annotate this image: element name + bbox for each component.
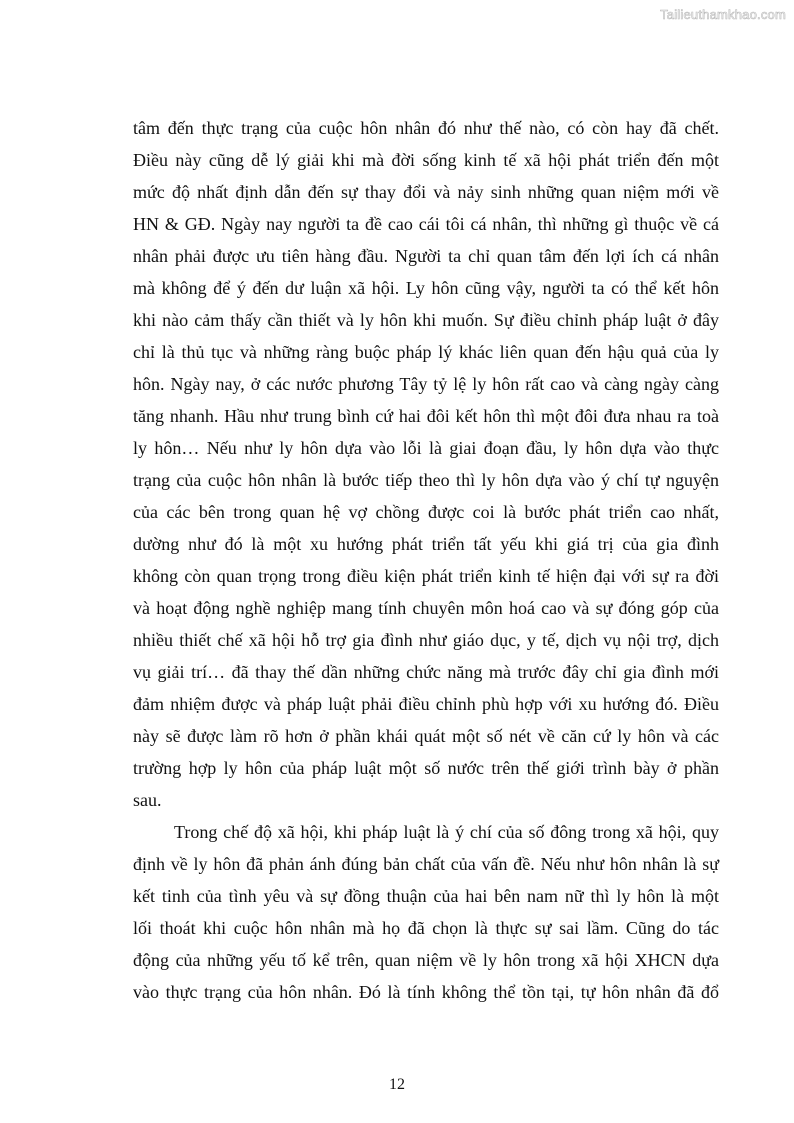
text-line: nhiều thiết chế xã hội hỗ trợ gia đình như giáo dục, y tế, dịch vụ nội trợ, dịch <box>133 630 719 650</box>
text-line: lối thoát khi cuộc hôn nhân mà họ đã chọn là thực sự sai lầm. Cũng do tác <box>133 918 719 938</box>
text-line: khi nào cảm thấy cần thiết và ly hôn khi muốn. Sự điều chỉnh pháp luật ở đây <box>133 310 719 330</box>
text-line: và hoạt động nghề nghiệp mang tính chuyên môn hoá cao và sự đóng góp của <box>133 598 719 618</box>
page-number: 12 <box>389 1076 405 1093</box>
text-line: vụ giải trí… đã thay thế dần những chức năng mà trước đây chỉ gia đình mới <box>133 662 719 682</box>
text-line: định về ly hôn đã phản ánh đúng bản chất của vấn đề. Nếu như hôn nhân là sự <box>133 854 719 874</box>
text-line: tâm đến thực trạng của cuộc hôn nhân đó như thế nào, có còn hay đã chết. <box>133 118 719 138</box>
text-line: sau. <box>133 790 162 810</box>
paragraph-2 <box>133 816 719 1008</box>
text-line: chỉ là thủ tục và những ràng buộc pháp lý khác liên quan đến hậu quả của ly <box>133 342 719 362</box>
text-line: kết tinh của tình yêu và sự đồng thuận của hai bên nam nữ thì ly hôn là một <box>133 886 719 906</box>
text-line: Điều này cũng dễ lý giải khi mà đời sống kinh tế xã hội phát triển đến một <box>133 150 719 170</box>
text-line: trạng của cuộc hôn nhân là bước tiếp theo thì ly hôn dựa vào ý chí tự nguyện <box>133 470 719 490</box>
text-line: dường như đó là một xu hướng phát triển tất yếu khi giá trị của gia đình <box>133 534 719 554</box>
text-line: HN & GĐ. Ngày nay người ta đề cao cái tôi cá nhân, thì những gì thuộc về cá <box>133 214 719 234</box>
text-line: không còn quan trọng trong điều kiện phát triển kinh tế hiện đại với sự ra đời <box>133 566 719 586</box>
text-line: mà không để ý đến dư luận xã hội. Ly hôn cũng vậy, người ta có thể kết hôn <box>133 278 719 298</box>
text-line: nhân phải được ưu tiên hàng đầu. Người ta chỉ quan tâm đến lợi ích cá nhân <box>133 246 719 266</box>
text-line: hôn. Ngày nay, ở các nước phương Tây tỷ lệ ly hôn rất cao và càng ngày càng <box>133 374 719 394</box>
watermark-text: Tailieuthamkhao.com <box>660 7 786 22</box>
text-line: động của những yếu tố kể trên, quan niệm về ly hôn trong xã hội XHCN dựa <box>133 950 719 970</box>
text-line: này sẽ được làm rõ hơn ở phần khái quát một số nét về căn cứ ly hôn và các <box>133 726 719 746</box>
text-line: mức độ nhất định dẫn đến sự thay đổi và nảy sinh những quan niệm mới về <box>133 182 719 202</box>
text-line: của các bên trong quan hệ vợ chồng được coi là bước phát triển cao nhất, <box>133 502 719 522</box>
text-line: tăng nhanh. Hầu như trung bình cứ hai đôi kết hôn thì một đôi đưa nhau ra toà <box>133 406 719 426</box>
text-line: đảm nhiệm được và pháp luật phải điều chỉnh phù hợp với xu hướng đó. Điều <box>133 694 719 714</box>
text-line: Trong chế độ xã hội, khi pháp luật là ý chí của số đông trong xã hội, quy <box>174 822 719 842</box>
text-line: ly hôn… Nếu như ly hôn dựa vào lỗi là giai đoạn đầu, ly hôn dựa vào thực <box>133 438 719 458</box>
text-line: vào thực trạng của hôn nhân. Đó là tính không thể tồn tại, tự hôn nhân đã đổ <box>133 982 719 1002</box>
text-line: trường hợp ly hôn của pháp luật một số nước trên thế giới trình bày ở phần <box>133 758 719 778</box>
paragraph-1 <box>133 112 719 816</box>
page-body <box>133 112 719 1008</box>
